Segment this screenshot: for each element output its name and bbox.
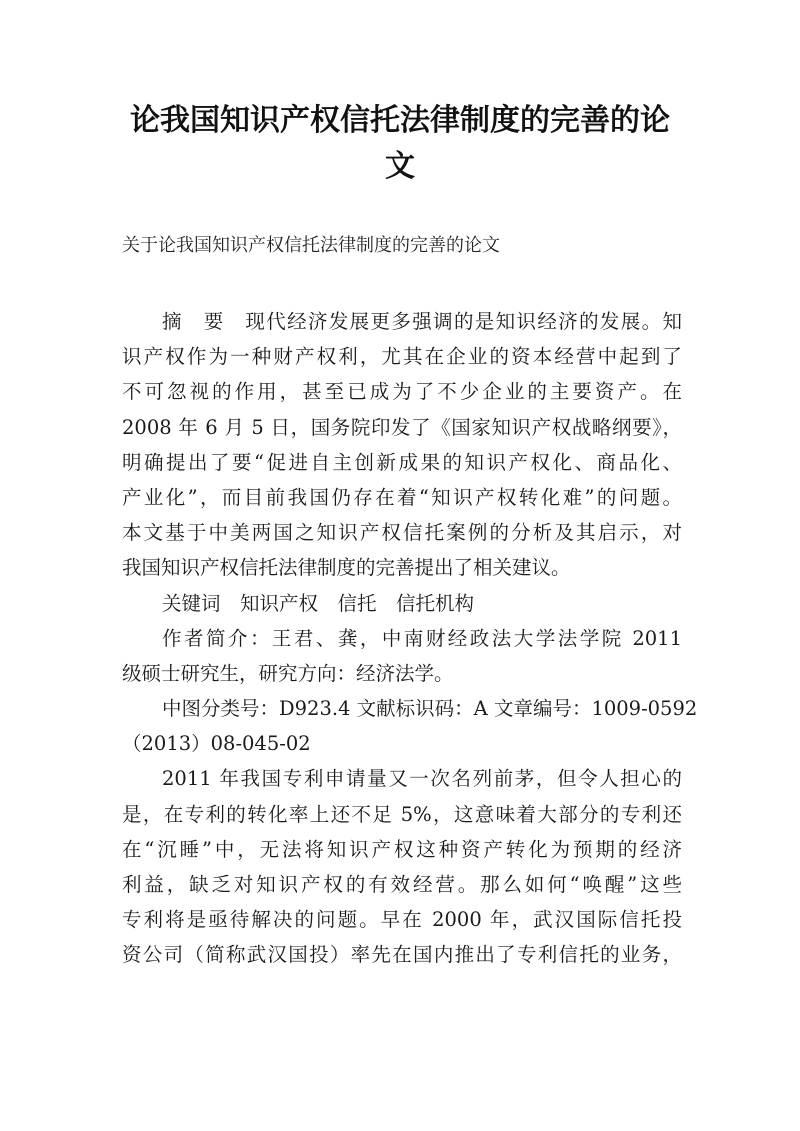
- body-line: 2008 年 6 月 5 日，国务院印发了《国家知识产权战略纲要》，: [122, 415, 682, 439]
- body-line: 专利将是亟待解决的问题。早在 2000 年，武汉国际信托投: [122, 908, 682, 932]
- body-line: 作者简介：王君、龚，中南财经政法大学法学院 2011: [162, 626, 682, 650]
- body-line: 2011 年我国专利申请量又一次名列前茅，但令人担心的: [162, 767, 682, 791]
- body-line: 在“沉睡”中，无法将知识产权这种资产转化为预期的经济: [122, 837, 682, 861]
- body-line: 资公司（简称武汉国投）率先在国内推出了专利信托的业务，: [122, 943, 682, 967]
- body-line: 明确提出了要“促进自主创新成果的知识产权化、商品化、: [122, 450, 682, 474]
- body-line: 利益，缺乏对知识产权的有效经营。那么如何“唤醒”这些: [122, 873, 682, 896]
- body-line: 是，在专利的转化率上还不足 5%，这意味着大部分的专利还: [122, 802, 682, 826]
- body-line: 产业化”，而目前我国仍存在着“知识产权转化难”的问题。: [122, 485, 682, 509]
- body-line: 中图分类号：D923.4 文献标识码：A 文章编号：1009-0592: [162, 697, 698, 721]
- body-line: 本文基于中美两国之知识产权信托案例的分析及其启示，对: [122, 521, 682, 545]
- document-title-line-1: 论我国知识产权信托法律制度的完善的论: [130, 103, 670, 138]
- document-subtitle: 关于论我国知识产权信托法律制度的完善的论文: [122, 235, 500, 256]
- body-line: 摘 要 现代经济发展更多强调的是知识经济的发展。知: [162, 310, 682, 333]
- body-line: 我国知识产权信托法律制度的完善提出了相关建议。: [122, 556, 571, 580]
- document-title-line-2: 文: [385, 149, 415, 184]
- body-line: 关键词 知识产权 信托 信托机构: [162, 591, 475, 615]
- body-line: （2013）08-045-02: [122, 732, 311, 756]
- document-body: [122, 304, 698, 973]
- body-line: 级硕士研究生，研究方向：经济法学。: [122, 661, 454, 685]
- body-line: 识产权作为一种财产权利，尤其在企业的资本经营中起到了: [122, 345, 682, 369]
- body-line: 不可忽视的作用，甚至已成为了不少企业的主要资产。在: [122, 380, 682, 404]
- document-title: [0, 98, 800, 190]
